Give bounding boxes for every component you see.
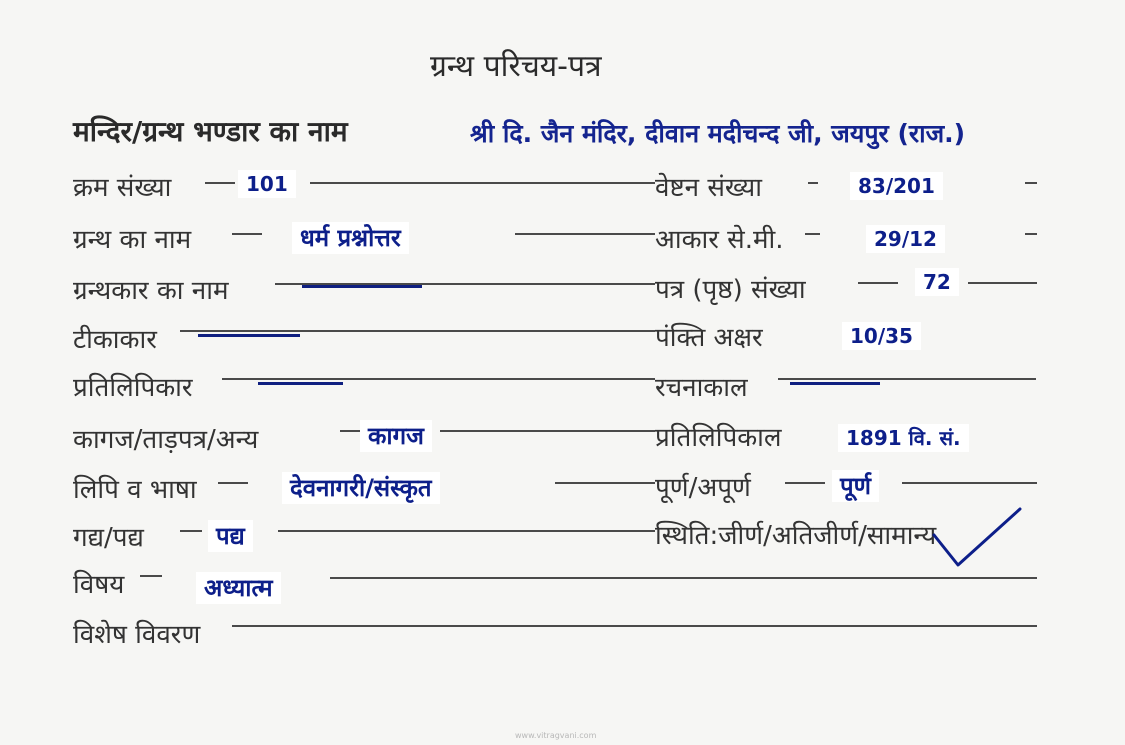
teekakar-line [180, 330, 655, 332]
gadya-value: पद्य [208, 520, 253, 552]
mandir-label: मन्दिर/ग्रन्थ भण्डार का नाम [73, 115, 348, 148]
sthiti-label: स्थिति:जीर्ण/अतिजीर्ण/सामान्य [655, 521, 937, 551]
granth-line-b [515, 233, 655, 235]
vishay-label: विषय [73, 570, 125, 600]
veshtan-label: वेष्टन संख्या [655, 173, 762, 203]
granthkar-blank-dash [302, 285, 422, 288]
pratilipikar-blank-dash [258, 382, 343, 385]
lipi-line-b [555, 482, 655, 484]
pankti-value: 10/35 [842, 322, 921, 350]
purna-label: पूर्ण/अपूर्ण [655, 473, 751, 503]
patra-line-b [968, 282, 1037, 284]
aakar-line-b [1025, 233, 1037, 235]
rachnakal-blank-dash [790, 382, 880, 385]
vishay-line-a [140, 575, 162, 577]
patra-label: पत्र (पृष्ठ) संख्या [655, 275, 806, 305]
kram-value: 101 [238, 170, 296, 198]
kram-line-b [310, 182, 655, 184]
pratilipikar-line [222, 378, 655, 380]
purna-value: पूर्ण [832, 470, 879, 502]
vishesh-line [232, 625, 1037, 627]
kagaj-label: कागज/ताड़पत्र/अन्य [73, 425, 259, 455]
granth-label: ग्रन्थ का नाम [73, 225, 192, 255]
veshtan-value: 83/201 [850, 172, 943, 200]
gadya-label: गद्य/पद्य [73, 523, 144, 553]
pratilipikal-label: प्रतिलिपिकाल [655, 423, 782, 453]
rachnakal-line [778, 378, 1036, 380]
purna-line-b [902, 482, 1037, 484]
lipi-line-a [218, 482, 248, 484]
gadya-line-a [180, 530, 202, 532]
patra-value: 72 [915, 268, 959, 296]
veshtan-line-a [808, 182, 818, 184]
pratilipikar-label: प्रतिलिपिकार [73, 373, 193, 403]
checkmark-icon [928, 505, 1028, 575]
aakar-line-a [805, 233, 820, 235]
granth-line-a [232, 233, 262, 235]
granthkar-label: ग्रन्थकार का नाम [73, 276, 229, 306]
patra-line-a [858, 282, 898, 284]
card-title: ग्रन्थ परिचय-पत्र [430, 49, 602, 84]
mandir-value: श्री दि. जैन मंदिर, दीवान मदीचन्द जी, जयपुर (राज.) [470, 119, 966, 148]
purna-line-a [785, 482, 825, 484]
gadya-line-b [278, 530, 655, 532]
watermark: www.vitragvani.com [515, 731, 597, 740]
kram-label: क्रम संख्या [73, 173, 172, 203]
lipi-value: देवनागरी/संस्कृत [282, 472, 440, 504]
teekakar-blank-dash [198, 334, 300, 337]
vishay-line-b [330, 577, 1037, 579]
kram-line-a [205, 182, 235, 184]
veshtan-line-b [1025, 182, 1037, 184]
vishay-value: अध्यात्म [196, 572, 281, 604]
aakar-value: 29/12 [866, 225, 945, 253]
vishesh-label: विशेष विवरण [73, 620, 201, 650]
aakar-label: आकार से.मी. [655, 225, 784, 255]
lipi-label: लिपि व भाषा [73, 475, 197, 505]
rachnakal-label: रचनाकाल [655, 373, 748, 403]
pankti-label: पंक्ति अक्षर [655, 323, 763, 353]
pratilipikal-value: 1891 वि. सं. [838, 424, 969, 452]
kagaj-value: कागज [360, 420, 432, 452]
teekakar-label: टीकाकार [73, 325, 157, 355]
granth-value: धर्म प्रश्नोत्तर [292, 222, 409, 254]
kagaj-line-b [440, 430, 655, 432]
